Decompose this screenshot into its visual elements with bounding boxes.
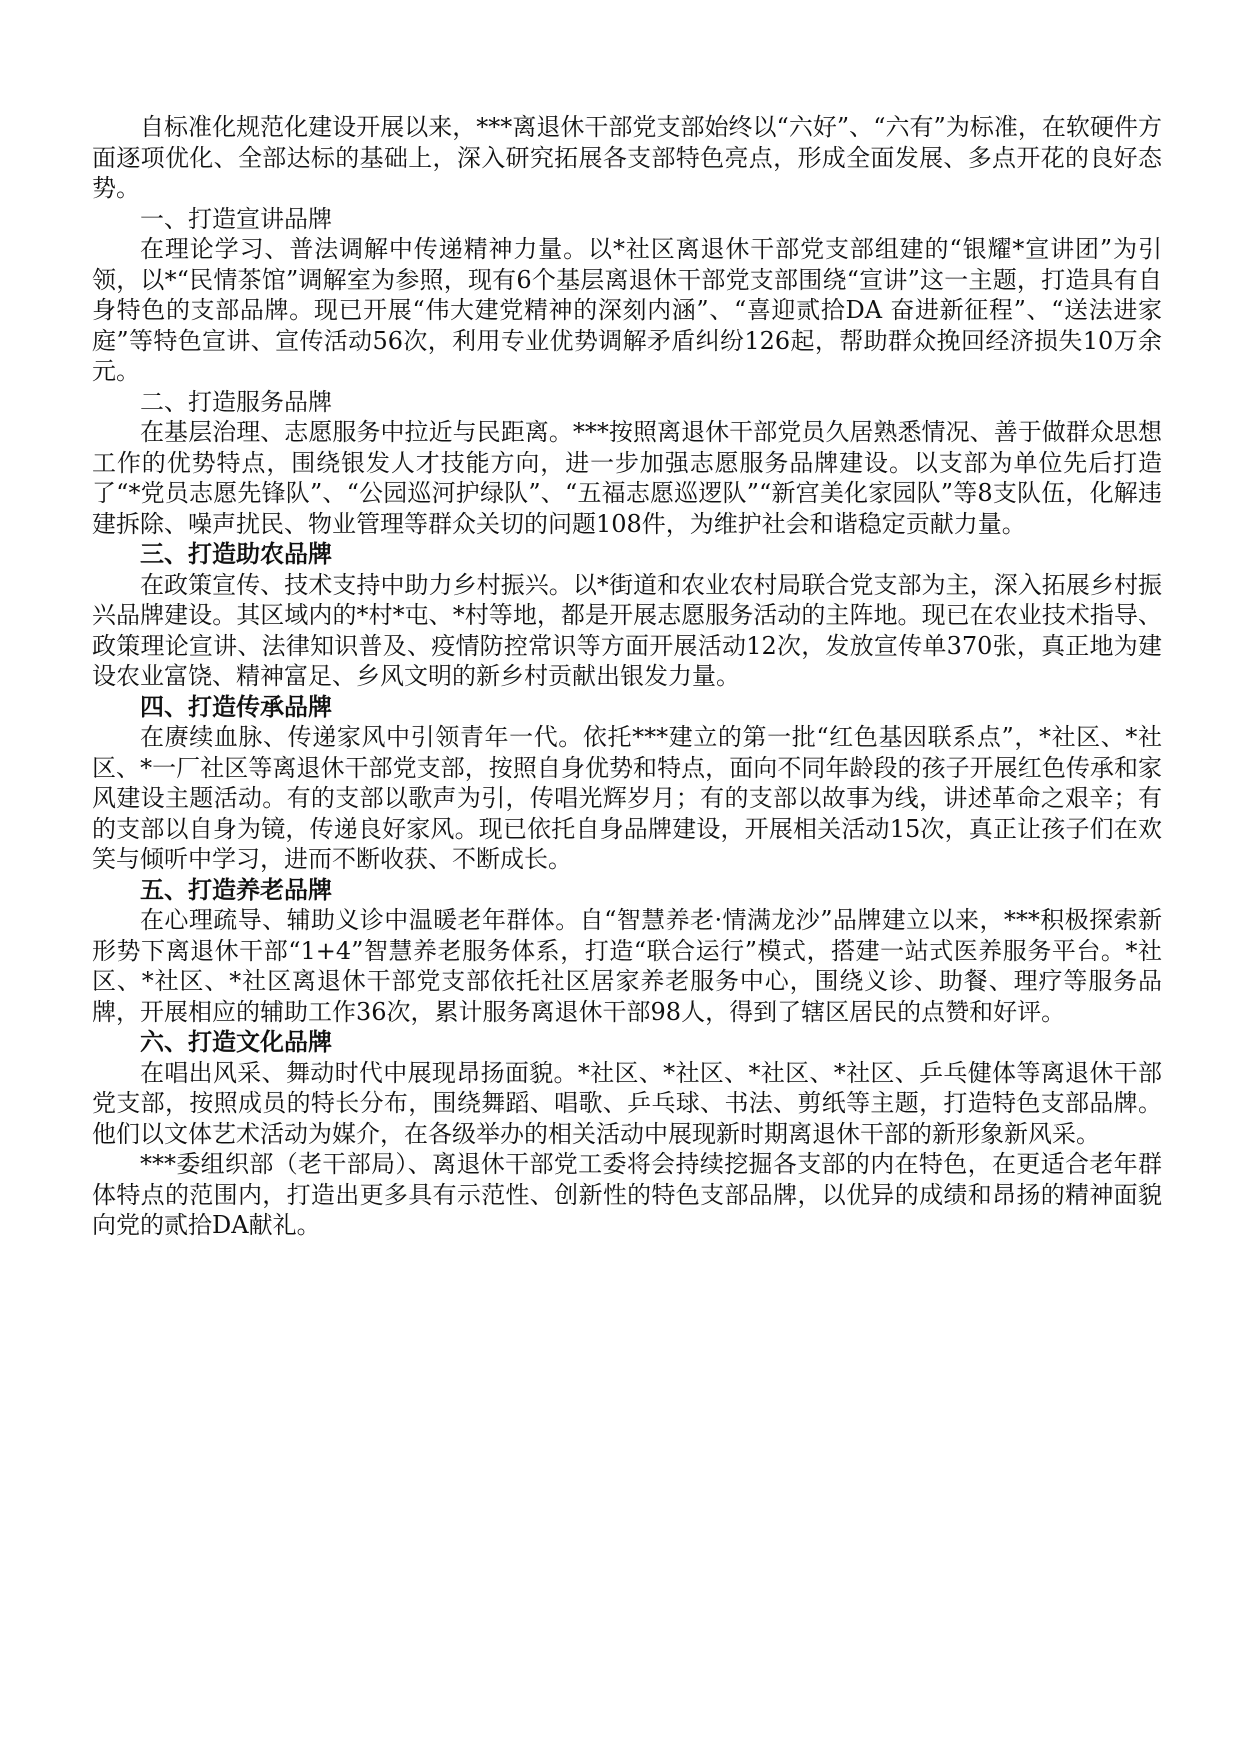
section-heading-2: 二、打造服务品牌: [140, 387, 332, 416]
section-heading-5: 五、打造养老品牌: [140, 874, 332, 904]
closing-paragraph: ***委组织部（老干部局）、离退休干部党工委将会持续挖掘各支部的内在特色，在更适合老年群体特点的范围内，打造出更多具有示范性、创新性的特色支部品牌，以优异的成绩和昂扬的精神面貌向党的贰拾DA献礼。: [92, 1150, 1162, 1239]
section-body-4: 在赓续血脉、传递家风中引领青年一代。依托***建立的第一批“红色基因联系点”，*社区、*社区、*一厂社区等离退休干部党支部，按照自身优势和特点，面向不同年龄段的孩子开展红色传承和家风建设主题活动。有的支部以歌声为引，传唱光辉岁月；有的支部以故事为线，讲述革命之艰辛；有的支部以自身为镜，传递良好家风。现已依托自身品牌建设，开展相关活动15次，真正让孩子们在欢笑与倾听中学习，进而不断收获、不断成长。: [92, 723, 1162, 873]
section-heading-6: 六、打造文化品牌: [140, 1027, 332, 1056]
document-page: [92, 112, 1162, 1241]
section-body-5: 在心理疏导、辅助义诊中温暖老年群体。自“智慧养老·情满龙沙”品牌建立以来，***积极探索新形势下离退休干部“1+4”智慧养老服务体系，打造“联合运行”模式，搭建一站式医养服务平台。*社区、*社区、*社区离退休干部党支部依托社区居家养老服务中心，围绕义诊、助餐、理疗等服务品牌，开展相应的辅助工作36次，累计服务离退休干部98人，得到了辖区居民的点赞和好评。: [92, 906, 1162, 1026]
intro-paragraph: 自标准化规范化建设开展以来，***离退休干部党支部始终以“六好”、“六有”为标准，在软硬件方面逐项优化、全部达标的基础上，深入研究拓展各支部特色亮点，形成全面发展、多点开花的良好态势。: [92, 113, 1162, 202]
section-body-2: 在基层治理、志愿服务中拉近与民距离。***按照离退休干部党员久居熟悉情况、善于做群众思想工作的优势特点，围绕银发人才技能方向，进一步加强志愿服务品牌建设。以支部为单位先后打造了“*党员志愿先锋队”、“公园巡河护绿队”、“五福志愿巡逻队”“新宫美化家园队”等8支队伍，化解违建拆除、噪声扰民、物业管理等群众关切的问题108件，为维护社会和谐稳定贡献力量。: [92, 418, 1162, 538]
section-body-3: 在政策宣传、技术支持中助力乡村振兴。以*街道和农业农村局联合党支部为主，深入拓展乡村振兴品牌建设。其区域内的*村*屯、*村等地，都是开展志愿服务活动的主阵地。现已在农业技术指导、政策理论宣讲、法律知识普及、疫情防控常识等方面开展活动12次，发放宣传单370张，真正地为建设农业富饶、精神富足、乡风文明的新乡村贡献出银发力量。: [92, 570, 1162, 690]
section-heading-3: 三、打造助农品牌: [140, 539, 332, 568]
section-heading-4: 四、打造传承品牌: [140, 691, 332, 721]
section-body-1: 在理论学习、普法调解中传递精神力量。以*社区离退休干部党支部组建的“银耀*宣讲团”为引领，以*“民情茶馆”调解室为参照，现有6个基层离退休干部党支部围绕“宣讲”这一主题，打造具有自身特色的支部品牌。现已开展“伟大建党精神的深刻内涵”、“喜迎贰拾DA 奋进新征程”、“送法进家庭”等特色宣讲、宣传活动56次，利用专业优势调解矛盾纠纷126起，帮助群众挽回经济损失10万余元。: [92, 235, 1162, 385]
section-heading-1: 一、打造宣讲品牌: [140, 204, 332, 233]
section-body-6: 在唱出风采、舞动时代中展现昂扬面貌。*社区、*社区、*社区、*社区、乒乓健体等离退休干部党支部，按照成员的特长分布，围绕舞蹈、唱歌、乒乓球、书法、剪纸等主题，打造特色支部品牌。他们以文体艺术活动为媒介，在各级举办的相关活动中展现新时期离退休干部的新形象新风采。: [92, 1058, 1162, 1148]
